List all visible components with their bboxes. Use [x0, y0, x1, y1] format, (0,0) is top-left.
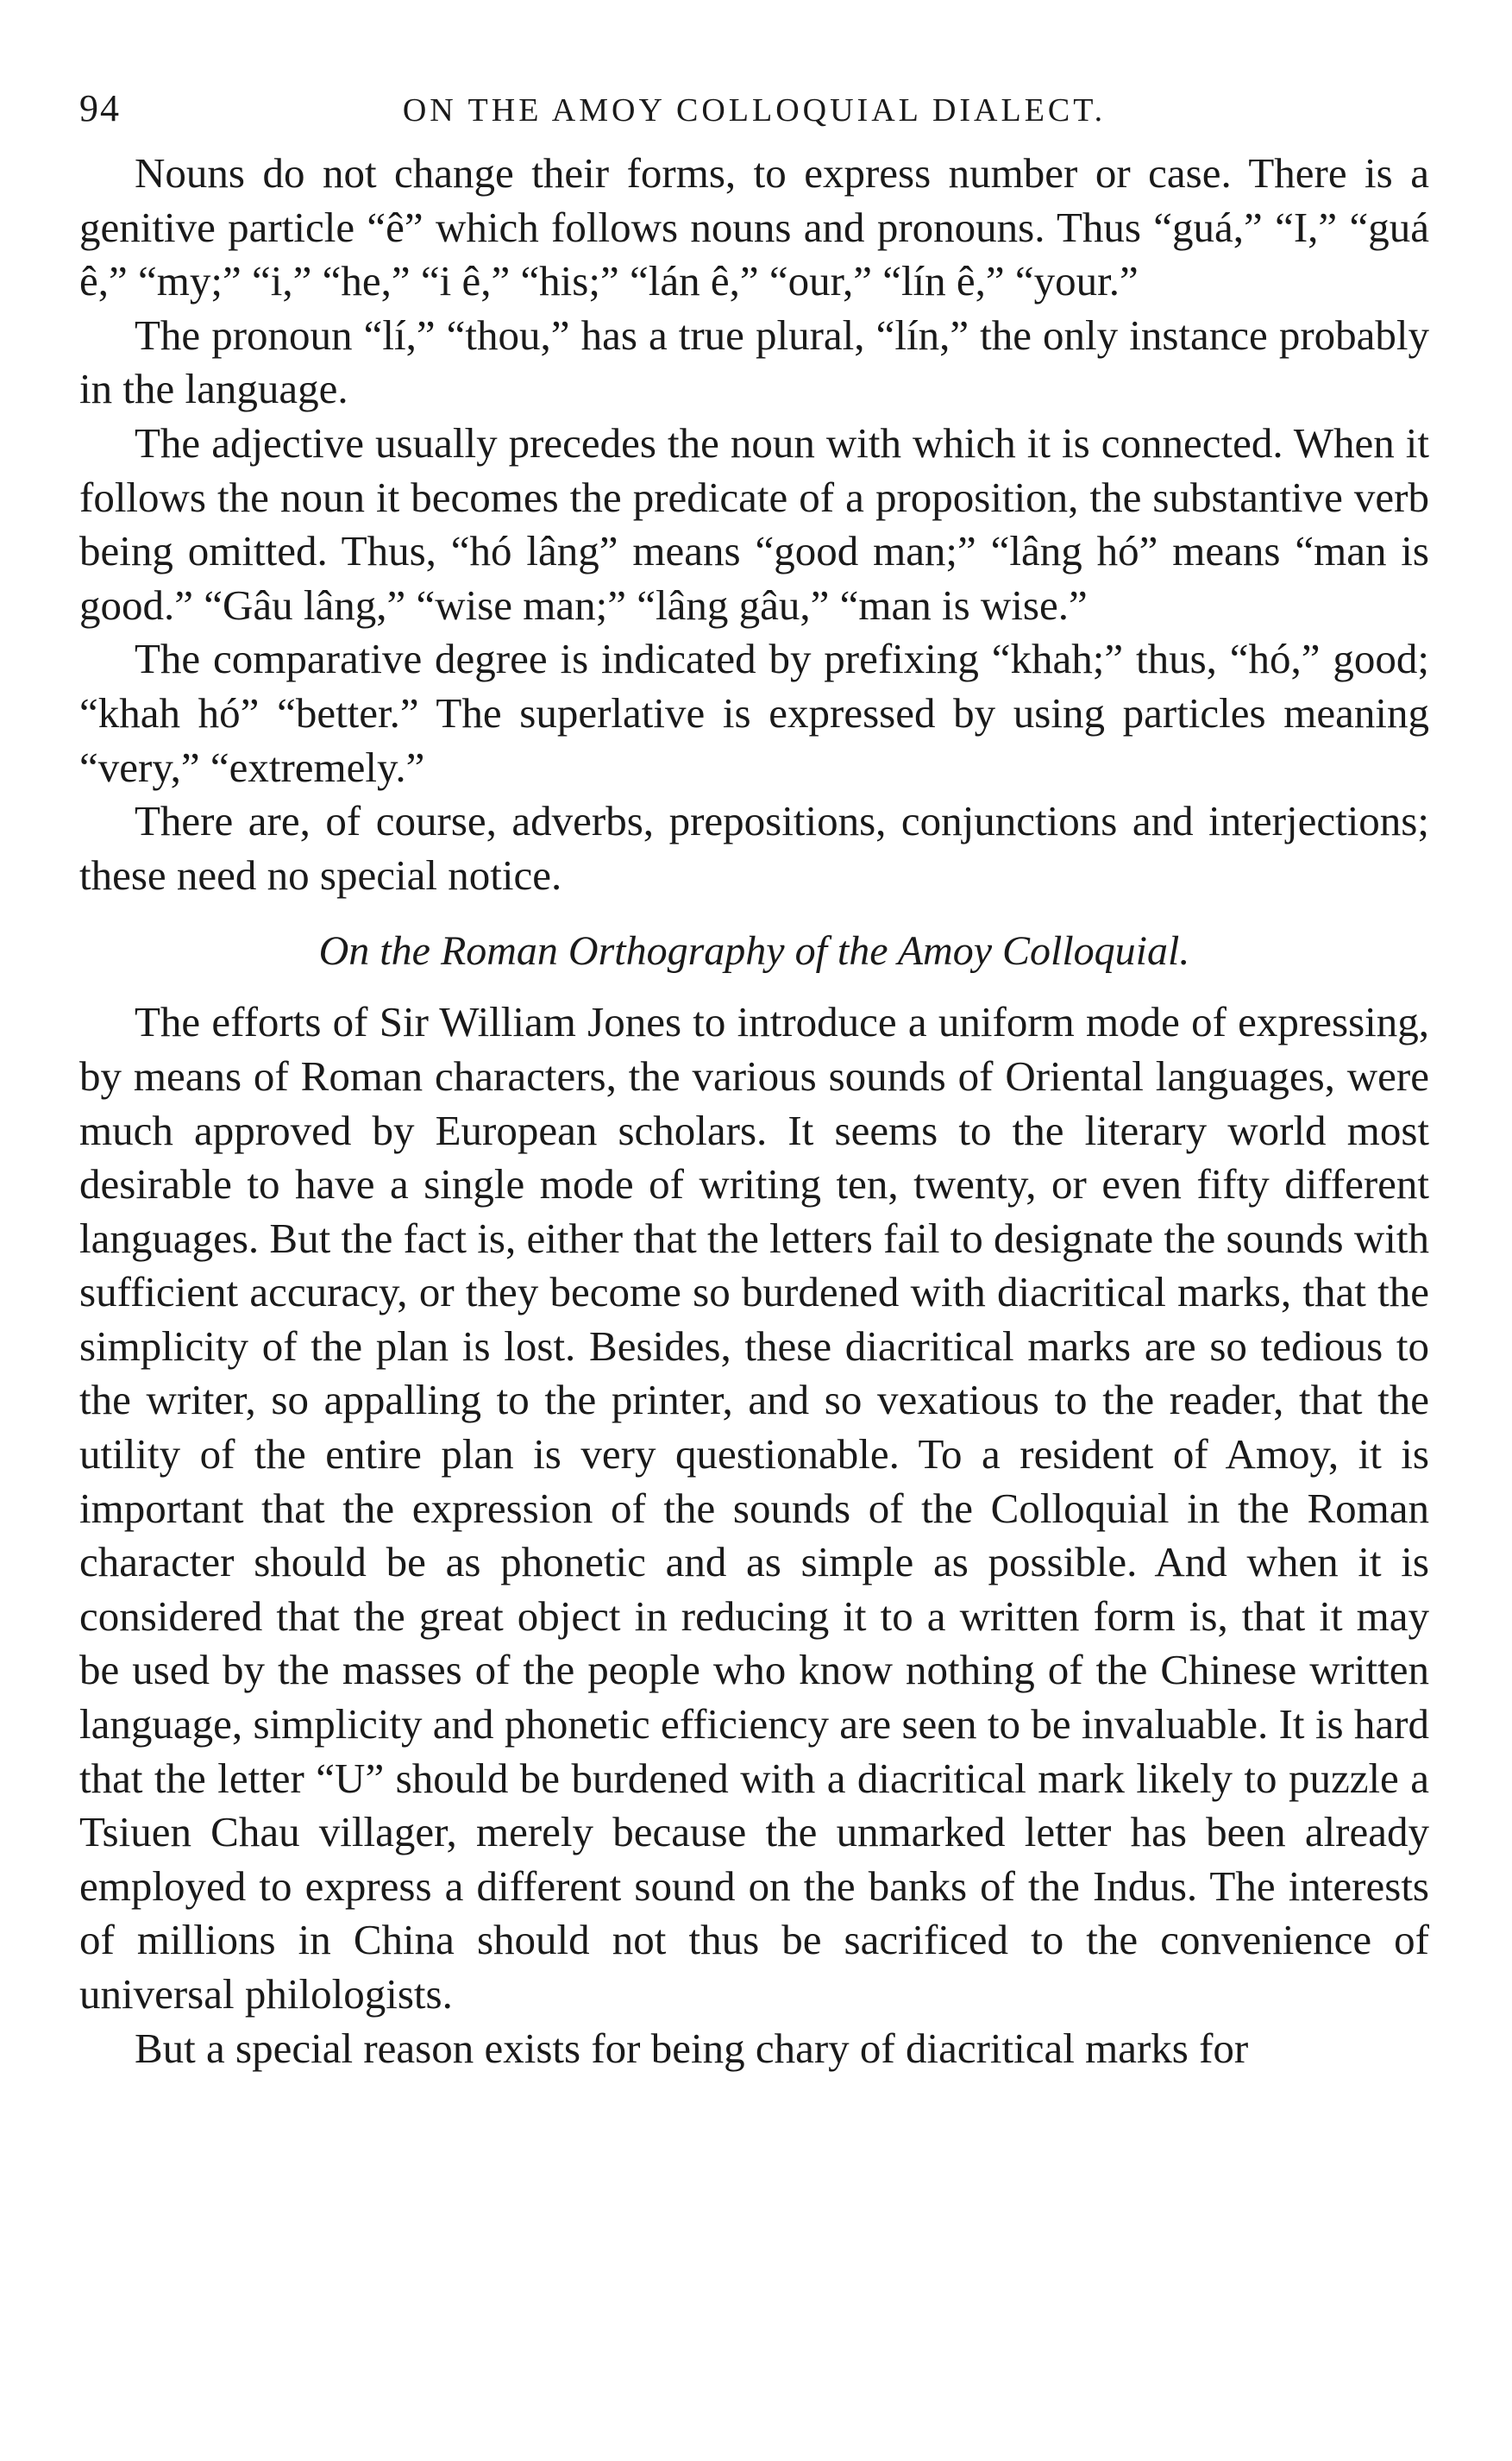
section-heading: On the Roman Orthography of the Amoy Colloquial.: [318, 928, 1190, 975]
paragraph-genitive: Nouns do not change their forms, to express number or case. There is a genitive particle “ê” which follows nouns and pronouns. Thus “guá,” “I,” “guá ê,” “my;” “i,” “he,” “i ê,” “his;” “lán ê,” “our,” “lín ê,” “your.”: [79, 149, 1429, 305]
page-number: 94: [79, 87, 121, 129]
paragraph-comparative: The comparative degree is indicated by prefixing “khah;” thus, “hó,” good; “khah hó” “better.” The superlative is expressed by using particles meaning “very,” “extremely.”: [79, 635, 1429, 791]
running-title: ON THE AMOY COLLOQUIAL DIALECT.: [402, 92, 1107, 129]
paragraph-roman-orthography: The efforts of Sir William Jones to introduce a uniform mode of expressing, by means of Roman characters, the various sounds of Oriental languages, were much approved by European scholars. It seems to the literary world most desirable to have a single mode of writing ten, twenty, or even fifty different languages. But the fact is, either that the letters fail to designate the sounds with sufficient accuracy, or they become so burdened with diacritical marks, that the simplicity of the plan is lost. Besides, these diacritical marks are so tedious to the writer, so appalling to the printer, and so vexatious to the reader, that the utility of the entire plan is very questionable. To a resident of Amoy, it is important that the expression of the sounds of the Colloquial in the Roman character should be as phonetic and as simple as possible. And when it is considered that the great object in reducing it to a written form is, that it may be used by the masses of the people who know nothing of the Chinese written language, simplicity and phonetic efficiency are seen to be invaluable. It is hard that the letter “U” should be burdened with a diacritical mark likely to puzzle a Tsiuen Chau villager, merely because the unmarked letter has been already employed to express a different sound on the banks of the Indus. The interests of millions in China should not thus be sacrificed to the convenience of universal philologists.: [79, 998, 1429, 2018]
paragraph-other-parts: There are, of course, adverbs, prepositions, conjunctions and interjections; these need no special notice.: [79, 797, 1429, 899]
paragraph-adjective: The adjective usually precedes the noun with which it is connected. When it follows the noun it becomes the predicate of a proposition, the substantive verb being omitted. Thus, “hó lâng” means “good man;” “lâng hó” means “man is good.” “Gâu lâng,” “wise man;” “lâng gâu,” “man is wise.”: [79, 418, 1429, 629]
book-page: [79, 86, 1429, 2075]
paragraph-pronoun-plural: The pronoun “lí,” “thou,” has a true plural, “lín,” the only instance probably in the language.: [79, 311, 1429, 413]
paragraph-special-reason: But a special reason exists for being chary of diacritical marks for: [135, 2024, 1249, 2072]
running-head: [79, 86, 1429, 147]
